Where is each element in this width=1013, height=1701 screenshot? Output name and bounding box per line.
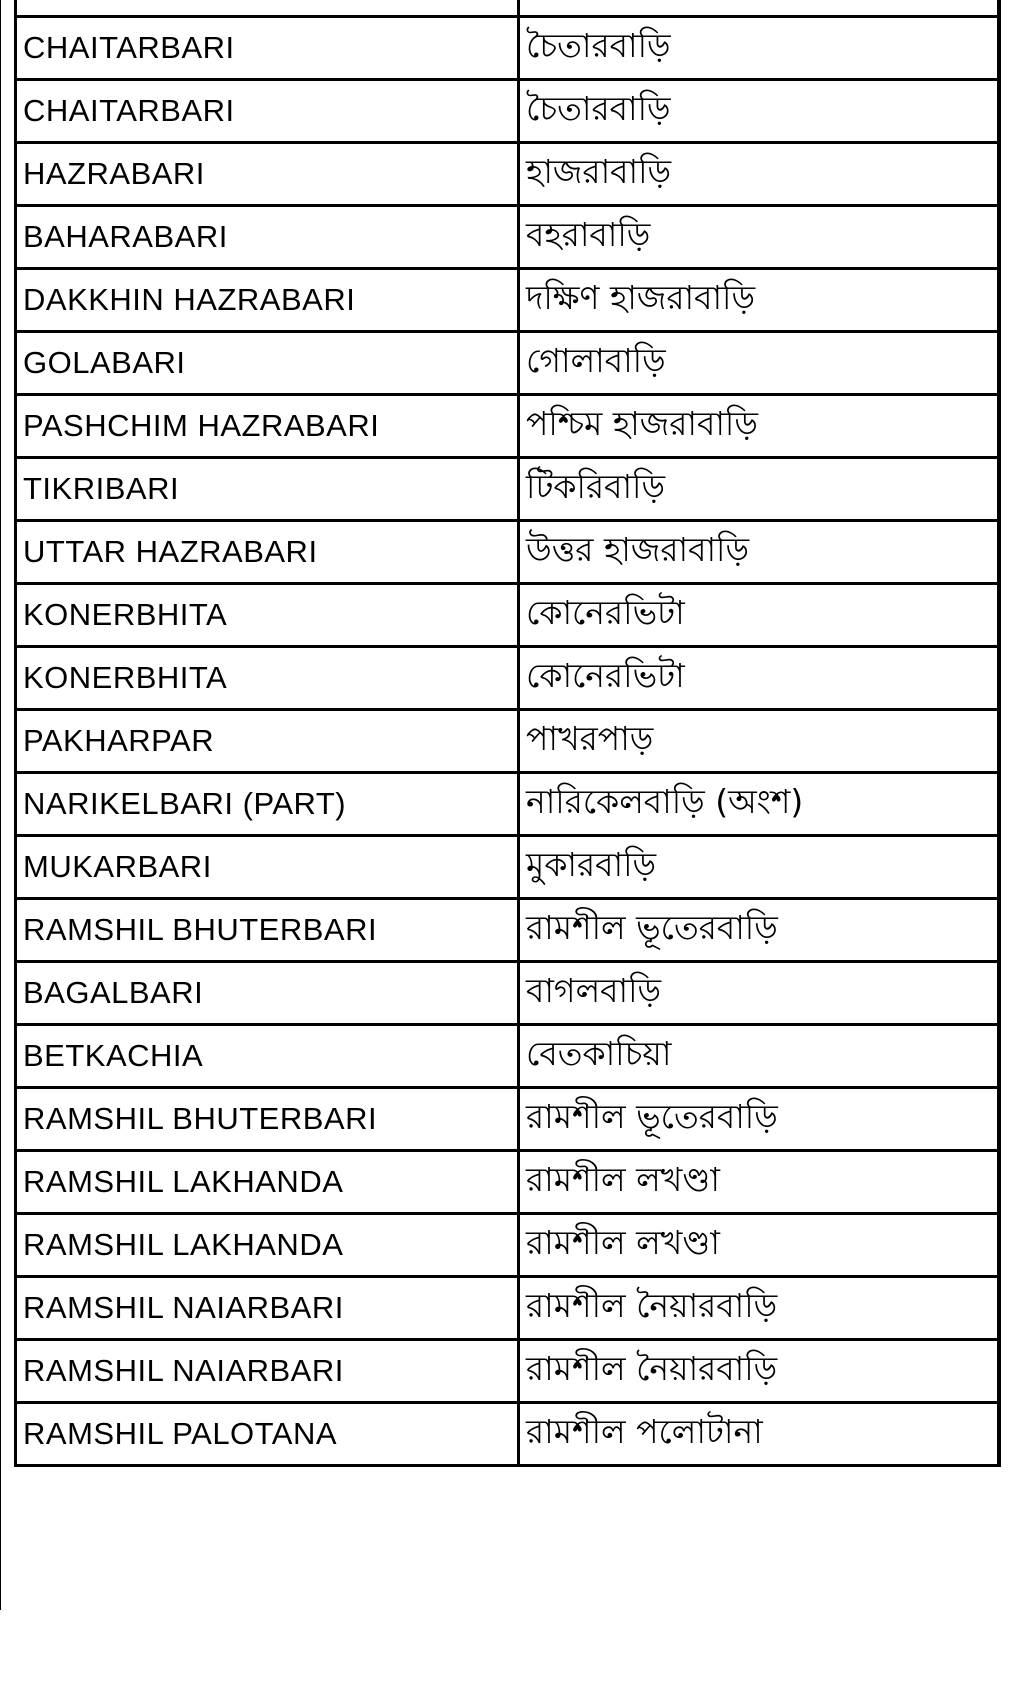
next-column-edge-cell <box>999 647 1000 710</box>
table-row <box>16 1340 1000 1403</box>
next-column-edge-cell <box>999 206 1000 269</box>
next-column-edge-cell <box>999 332 1000 395</box>
table-row <box>16 1088 1000 1151</box>
table-body <box>16 0 1000 1466</box>
english-name-cell: UTTAR HAZRABARI <box>16 521 519 584</box>
english-name-cell: RAMSHIL BHUTERBARI <box>16 1088 519 1151</box>
table-row <box>16 458 1000 521</box>
english-name-cell: NARIKELBARI (PART) <box>16 773 519 836</box>
bengali-name-cell: টিকরিবাড়ি <box>519 458 999 521</box>
bengali-name-cell: মুকারবাড়ি <box>519 836 999 899</box>
bengali-name-cell: রামশীল নৈয়ারবাড়ি <box>519 1277 999 1340</box>
bengali-name-cell: রামশীল নৈয়ারবাড়ি <box>519 1340 999 1403</box>
bengali-name-cell: রামশীল পলোটানা <box>519 1403 999 1466</box>
next-column-edge-cell <box>999 710 1000 773</box>
english-name-cell: PAKHARPAR <box>16 710 519 773</box>
english-name-cell: RAMSHIL LAKHANDA <box>16 1214 519 1277</box>
bengali-name-cell: বেতকাচিয়া <box>519 1025 999 1088</box>
next-column-edge-cell <box>999 269 1000 332</box>
next-column-edge-cell <box>999 143 1000 206</box>
table-row <box>16 332 1000 395</box>
bengali-name-cell: রামশীল ভূতেরবাড়ি <box>519 1088 999 1151</box>
bengali-name-cell: বাগলবাড়ি <box>519 962 999 1025</box>
next-column-edge-cell <box>999 521 1000 584</box>
table-row <box>16 206 1000 269</box>
table-row <box>16 1277 1000 1340</box>
english-name-cell: RAMSHIL PALOTANA <box>16 1403 519 1466</box>
english-name-cell: CHAITARBARI <box>16 17 519 80</box>
next-column-edge-cell <box>999 1403 1000 1466</box>
table-row <box>16 836 1000 899</box>
next-column-edge-cell <box>999 0 1000 17</box>
english-name-cell: PASHCHIM HAZRABARI <box>16 395 519 458</box>
table-row <box>16 647 1000 710</box>
table-row <box>16 1025 1000 1088</box>
table-row <box>16 710 1000 773</box>
english-name-cell: DAKKHIN HAZRABARI <box>16 269 519 332</box>
english-name-cell: TIKRIBARI <box>16 458 519 521</box>
english-name-cell: MUKARBARI <box>16 836 519 899</box>
english-name-cell: BAGALBARI <box>16 962 519 1025</box>
bengali-name-cell: রামশীল লখণ্ডা <box>519 1151 999 1214</box>
next-column-edge-cell <box>999 1277 1000 1340</box>
left-border-line <box>0 0 1 1610</box>
next-column-edge-cell <box>999 1151 1000 1214</box>
bengali-name-cell: নারিকেলবাড়ি (অংশ) <box>519 773 999 836</box>
english-name-cell: RAMSHIL BHUTERBARI <box>16 899 519 962</box>
next-column-edge-cell <box>999 1025 1000 1088</box>
table-row <box>16 773 1000 836</box>
bengali-name-cell: চৈতারবাড়ি <box>519 17 999 80</box>
english-name-cell: KONERBHITA <box>16 584 519 647</box>
english-name-cell: RAMSHIL NAIARBARI <box>16 1340 519 1403</box>
english-name-cell: RAMSHIL LAKHANDA <box>16 1151 519 1214</box>
bengali-name-cell: চৈতারবাড়ি <box>519 80 999 143</box>
english-name-cell: KONERBHITA <box>16 647 519 710</box>
next-column-edge-cell <box>999 1088 1000 1151</box>
table-row <box>16 80 1000 143</box>
bengali-name-cell <box>519 0 999 17</box>
table-row <box>16 962 1000 1025</box>
village-name-table <box>14 0 1001 1467</box>
bengali-name-cell: পশ্চিম হাজরাবাড়ি <box>519 395 999 458</box>
table-row <box>16 1403 1000 1466</box>
table-row <box>16 1214 1000 1277</box>
english-name-cell: RAMSHIL NAIARBARI <box>16 1277 519 1340</box>
english-name-cell <box>16 0 519 17</box>
bengali-name-cell: হাজরাবাড়ি <box>519 143 999 206</box>
bengali-name-cell: বহরাবাড়ি <box>519 206 999 269</box>
table-row <box>16 395 1000 458</box>
next-column-edge-cell <box>999 584 1000 647</box>
next-column-edge-cell <box>999 17 1000 80</box>
next-column-edge-cell <box>999 773 1000 836</box>
table-row <box>16 899 1000 962</box>
bengali-name-cell: কোনেরভিটা <box>519 647 999 710</box>
english-name-cell: GOLABARI <box>16 332 519 395</box>
bengali-name-cell: গোলাবাড়ি <box>519 332 999 395</box>
english-name-cell: BAHARABARI <box>16 206 519 269</box>
bengali-name-cell: দক্ষিণ হাজরাবাড়ি <box>519 269 999 332</box>
next-column-edge-cell <box>999 1214 1000 1277</box>
table-row <box>16 0 1000 17</box>
bengali-name-cell: কোনেরভিটা <box>519 584 999 647</box>
english-name-cell: HAZRABARI <box>16 143 519 206</box>
next-column-edge-cell <box>999 458 1000 521</box>
table-row <box>16 17 1000 80</box>
next-column-edge-cell <box>999 836 1000 899</box>
bengali-name-cell: পাখরপাড় <box>519 710 999 773</box>
table-row <box>16 143 1000 206</box>
next-column-edge-cell <box>999 1340 1000 1403</box>
bengali-name-cell: রামশীল লখণ্ডা <box>519 1214 999 1277</box>
english-name-cell: CHAITARBARI <box>16 80 519 143</box>
table-row <box>16 584 1000 647</box>
table-row <box>16 1151 1000 1214</box>
next-column-edge-cell <box>999 962 1000 1025</box>
bengali-name-cell: উত্তর হাজরাবাড়ি <box>519 521 999 584</box>
bengali-name-cell: রামশীল ভূতেরবাড়ি <box>519 899 999 962</box>
next-column-edge-cell <box>999 395 1000 458</box>
next-column-edge-cell <box>999 80 1000 143</box>
english-name-cell: BETKACHIA <box>16 1025 519 1088</box>
next-column-edge-cell <box>999 899 1000 962</box>
table-row <box>16 269 1000 332</box>
table-row <box>16 521 1000 584</box>
